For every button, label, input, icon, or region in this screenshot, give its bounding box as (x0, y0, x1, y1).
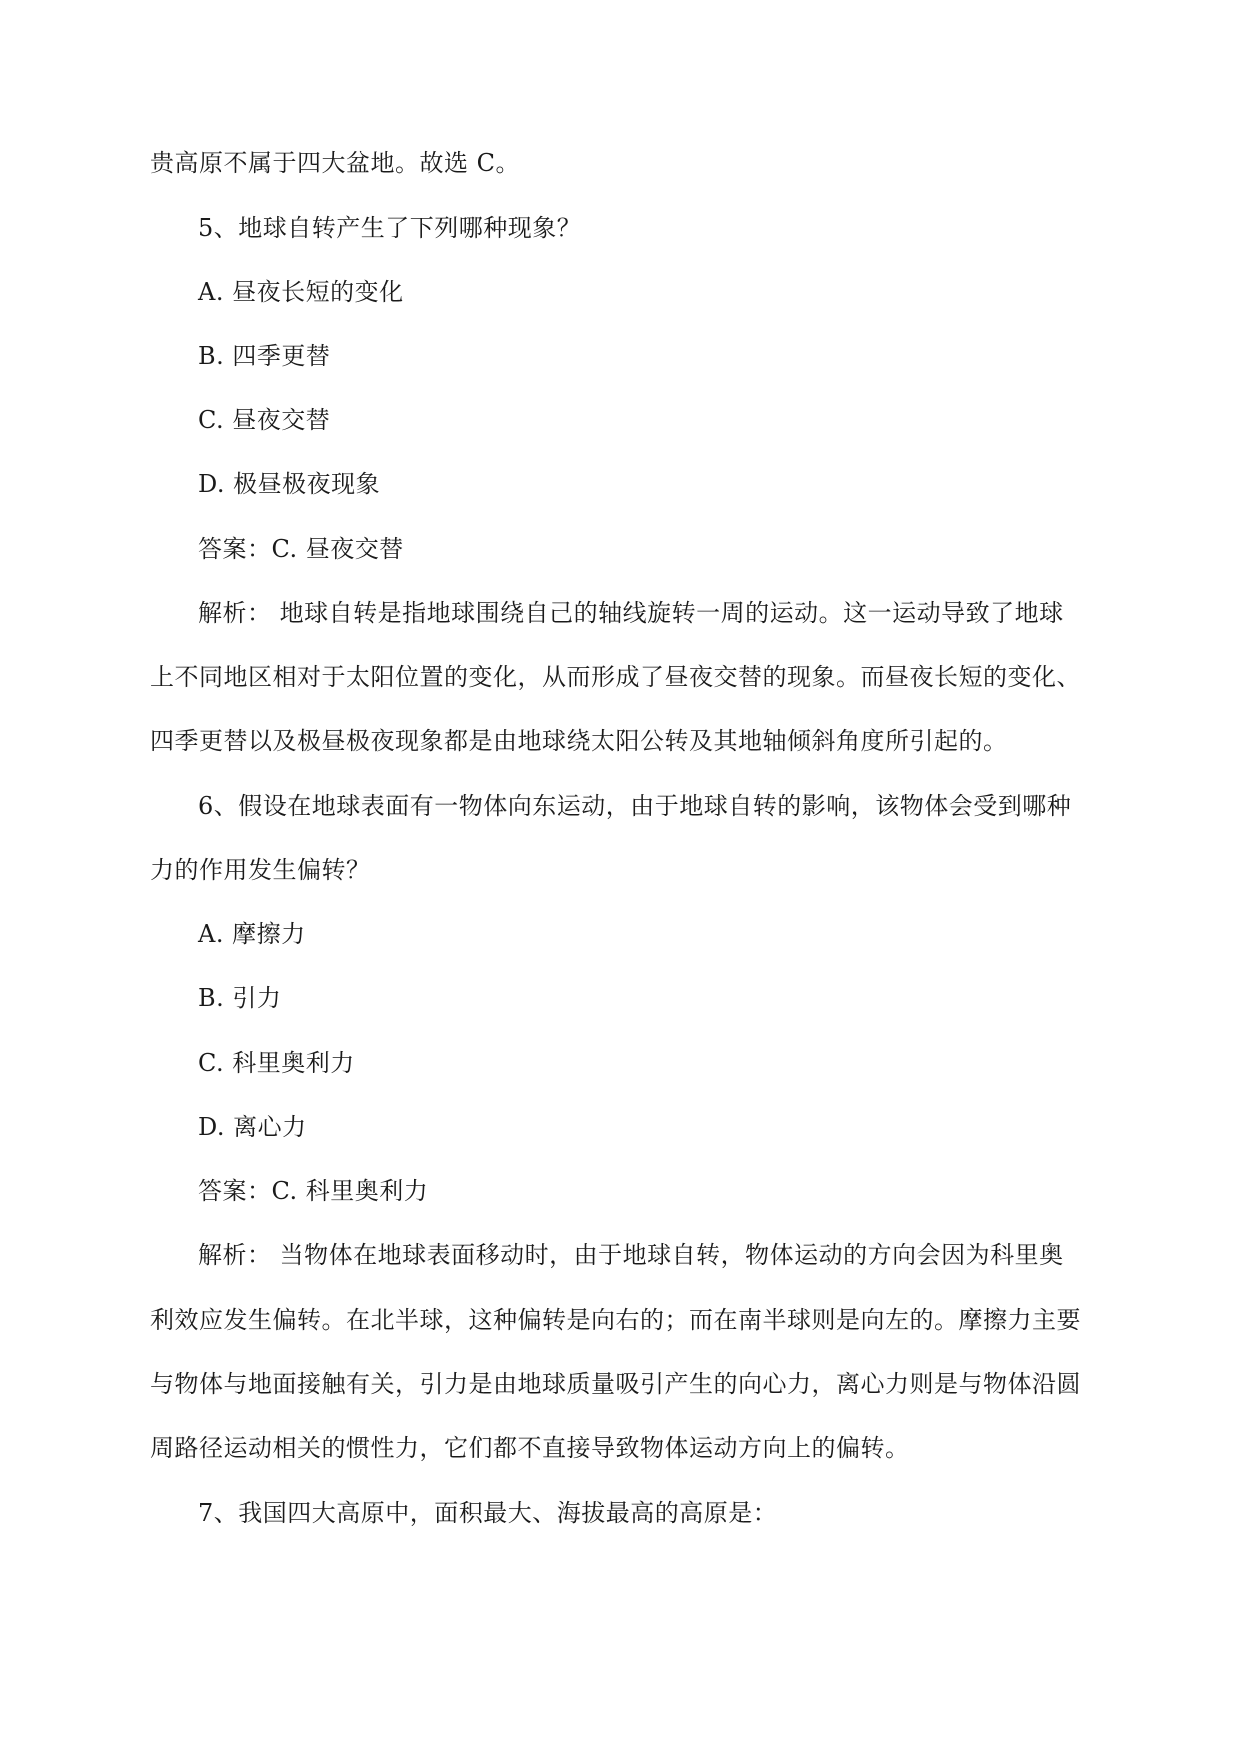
analysis-6-line-1: 解析： 当物体在地球表面移动时，由于地球自转，物体运动的方向会因为科里奥 (198, 1241, 1064, 1269)
answer-6: 答案：C. 科里奥利力 (198, 1177, 429, 1205)
question-6-line-1: 6、假设在地球表面有一物体向东运动，由于地球自转的影响，该物体会受到哪种 (198, 792, 1072, 820)
analysis-5-line-2: 上不同地区相对于太阳位置的变化，从而形成了昼夜交替的现象。而昼夜长短的变化、 (150, 663, 1081, 691)
answer-5: 答案：C. 昼夜交替 (198, 535, 404, 563)
analysis-6-line-4: 周路径运动相关的惯性力，它们都不直接导致物体运动方向上的偏转。 (150, 1434, 910, 1462)
analysis-6-line-2: 利效应发生偏转。在北半球，这种偏转是向右的；而在南半球则是向左的。摩擦力主要 (150, 1306, 1081, 1334)
text-line: 贵高原不属于四大盆地。故选 C。 (150, 149, 520, 177)
question-5: 5、地球自转产生了下列哪种现象？ (198, 214, 582, 242)
option-d: D. 离心力 (198, 1113, 307, 1141)
option-a: A. 摩擦力 (198, 920, 306, 948)
analysis-5-line-3: 四季更替以及极昼极夜现象都是由地球绕太阳公转及其地轴倾斜角度所引起的。 (150, 727, 1008, 755)
analysis-6-line-3: 与物体与地面接触有关，引力是由地球质量吸引产生的向心力，离心力则是与物体沿圆 (150, 1370, 1081, 1398)
option-c: C. 昼夜交替 (198, 406, 331, 434)
analysis-5-line-1: 解析： 地球自转是指地球围绕自己的轴线旋转一周的运动。这一运动导致了地球 (198, 599, 1064, 627)
option-c: C. 科里奥利力 (198, 1049, 355, 1077)
option-a: A. 昼夜长短的变化 (198, 278, 404, 306)
option-d: D. 极昼极夜现象 (198, 470, 381, 498)
option-b: B. 四季更替 (198, 342, 331, 370)
question-6-line-2: 力的作用发生偏转？ (150, 856, 371, 884)
question-7: 7、我国四大高原中，面积最大、海拔最高的高原是： (198, 1499, 778, 1527)
option-b: B. 引力 (198, 984, 282, 1012)
